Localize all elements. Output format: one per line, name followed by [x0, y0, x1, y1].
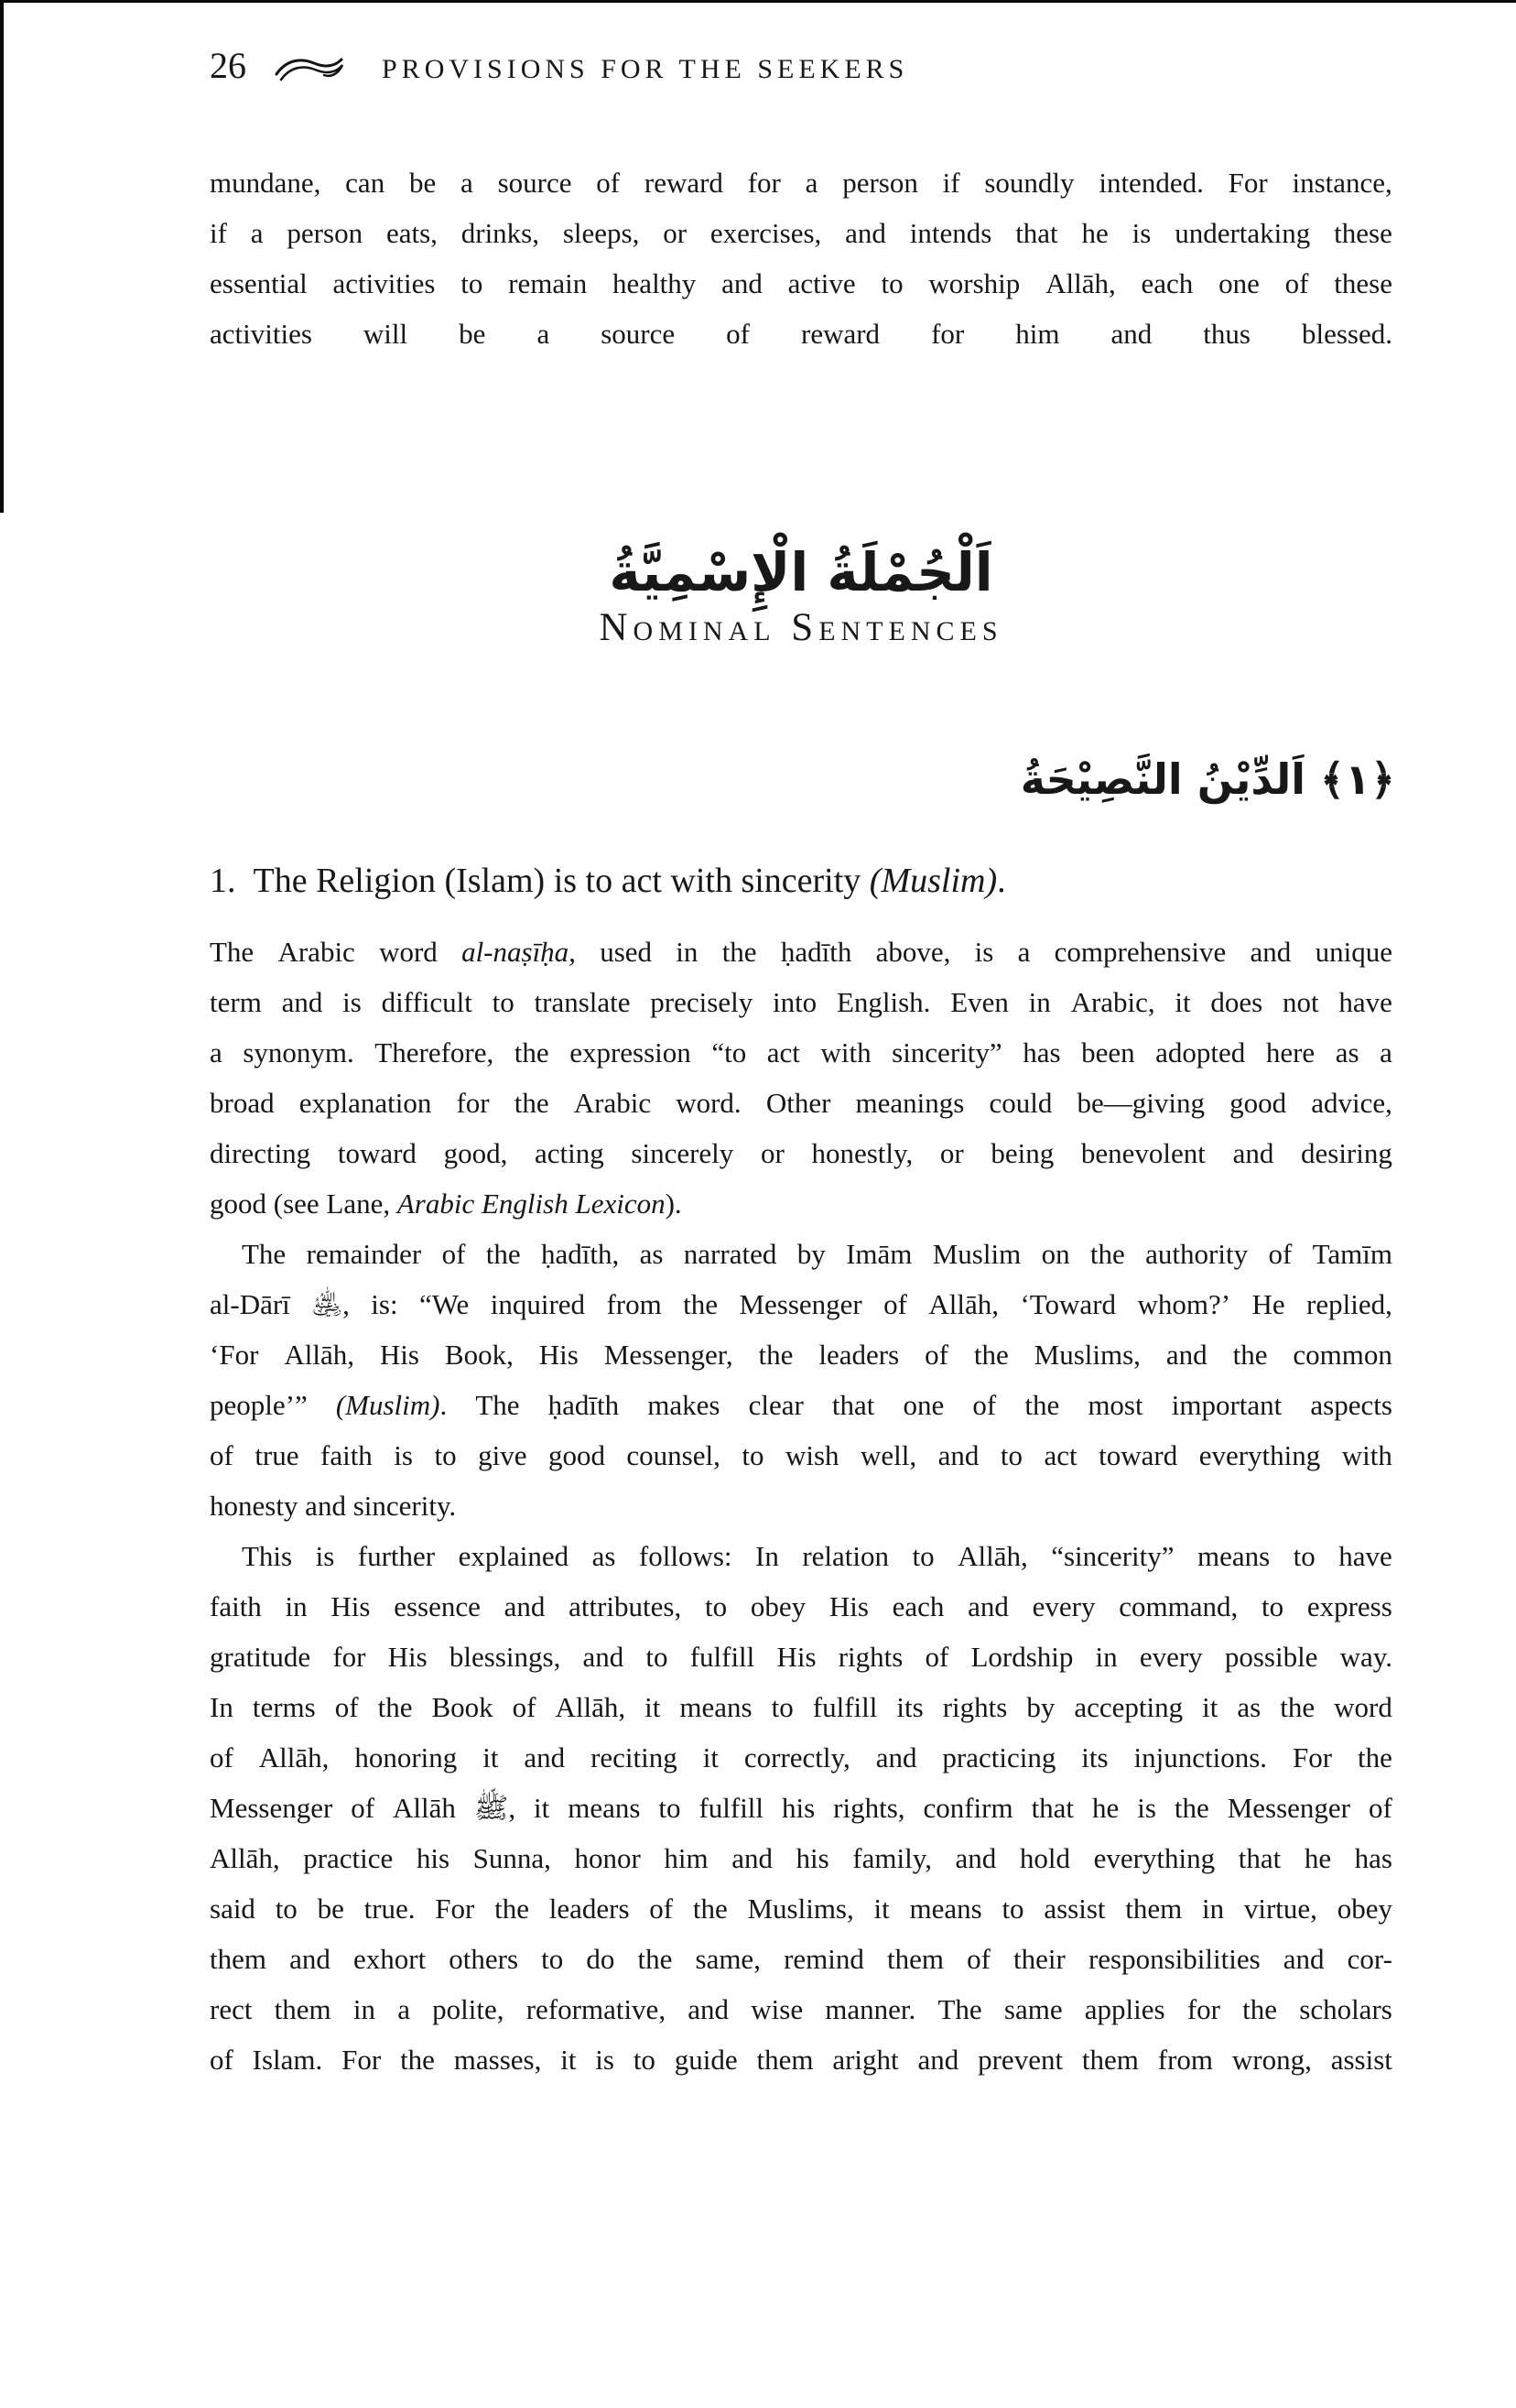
running-header-title: PROVISIONS FOR THE SEEKERS [382, 54, 909, 84]
text-line: a synonym. Therefore, the expression “to act with sincerity” has been adopted here as a [210, 1036, 1392, 1068]
text-line: mundane, can be a source of reward for a person if soundly intended. For instance, [210, 167, 1392, 199]
text-line: of Islam. For the masses, it is to guide them aright and prevent them from wrong, assist [210, 2044, 1392, 2076]
text-line: of true faith is to give good counsel, to wish well, and to act toward everything with [210, 1439, 1392, 1471]
scan-edge-top [0, 0, 1516, 3]
hadith-translation-heading: 1. The Religion (Islam) is to act with sincerity (Muslim). [210, 862, 1006, 900]
section-title: Nominal Sentences [599, 606, 1003, 649]
scan-edge-left [0, 0, 4, 513]
text-line: of Allāh, honoring it and reciting it correctly, and practicing its injunctions. For the [210, 1741, 1392, 1773]
text-line: honesty and sincerity. [210, 1490, 457, 1522]
text-line: people’” (Muslim). The ḥadīth makes clear that one of the most important aspects [210, 1389, 1392, 1421]
text-line: In terms of the Book of Allāh, it means to fulfill its rights by accepting it as the word [210, 1691, 1392, 1723]
commentary-paragraph-3 [210, 1531, 1392, 2085]
text-line: al-Dārī ﵁, is: “We inquired from the Messenger of Allāh, ‘Toward whom?’ He replied, [210, 1288, 1392, 1320]
intro-paragraph [210, 157, 1392, 359]
commentary-paragraph-1 [210, 927, 1392, 1229]
text-line: said to be true. For the leaders of the Muslims, it means to assist them in virtue, obey [210, 1893, 1392, 1925]
text-line: The remainder of the ḥadīth, as narrated by Imām Muslim on the authority of Tamīm [242, 1238, 1392, 1270]
text-line: Allāh, practice his Sunna, honor him and his family, and hold everything that he has [210, 1842, 1392, 1874]
text-line: essential activities to remain healthy and active to worship Allāh, each one of these [210, 267, 1392, 299]
swash-ornament-icon [274, 54, 345, 90]
text-line: ‘For Allāh, His Book, His Messenger, the leaders of the Muslims, and the common [210, 1339, 1392, 1371]
text-line: if a person eats, drinks, sleeps, or exercises, and intends that he is undertaking these [210, 217, 1392, 249]
arabic-section-title: اَلْجُمْلَةُ الْإِسْمِيَّةُ [609, 541, 993, 603]
text-line: This is further explained as follows: In relation to Allāh, “sincerity” means to have [242, 1540, 1392, 1572]
text-line: term and is difficult to translate precisely into English. Even in Arabic, it does not have [210, 986, 1392, 1018]
text-line: activities will be a source of reward for him and thus blessed. [210, 318, 1392, 350]
text-line: gratitude for His blessings, and to fulfill His rights of Lordship in every possible way. [210, 1641, 1392, 1673]
page-number: 26 [210, 45, 246, 86]
text-line: Messenger of Allāh ﷺ, it means to fulfill his rights, confirm that he is the Messenger of [210, 1792, 1392, 1824]
text-line: faith in His essence and attributes, to obey His each and every command, to express [210, 1590, 1392, 1622]
text-line: broad explanation for the Arabic word. Other meanings could be—giving good advice, [210, 1087, 1392, 1119]
hadith-arabic-text: ﴿١﴾ اَلدِّيْنُ النَّصِيْحَةُ [1020, 754, 1395, 804]
text-line: directing toward good, acting sincerely or honestly, or being benevolent and desiring [210, 1137, 1392, 1169]
text-line: rect them in a polite, reformative, and wise manner. The same applies for the scholars [210, 1993, 1392, 2025]
text-line: them and exhort others to do the same, remind them of their responsibilities and cor- [210, 1943, 1392, 1975]
running-header [210, 45, 909, 86]
text-line: good (see Lane, Arabic English Lexicon). [210, 1188, 682, 1220]
text-line: The Arabic word al-naṣīḥa, used in the ḥadīth above, is a comprehensive and unique [210, 936, 1392, 968]
commentary-paragraph-2 [210, 1229, 1392, 1531]
